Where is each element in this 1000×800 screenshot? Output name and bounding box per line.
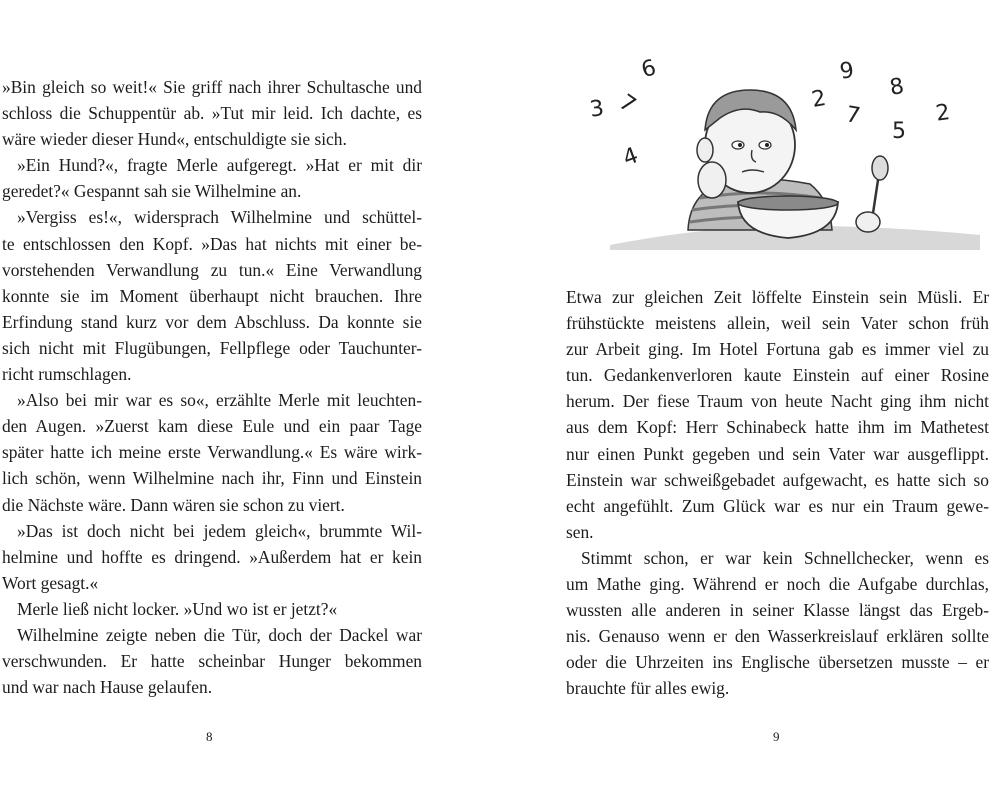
text-line: »Also bei mir war es so«, erzählte Merle mit leuchten- <box>17 390 422 411</box>
einstein-illustration <box>580 50 980 250</box>
text-line: »Vergiss es!«, widersprach Wilhelmine und schüttel- <box>17 207 422 228</box>
floating-digit: 7 <box>844 102 863 130</box>
text-line: sich nicht mit Flugübungen, Fellpflege oder Tauchunter- <box>2 337 422 358</box>
text-line: echt angefühlt. Zum Glück war es nur ein Traum gewe- <box>566 495 989 516</box>
text-line: vorstehenden Verwandlung zu tun.« Eine Verwandlung <box>2 259 422 280</box>
text-line: »Ein Hund?«, fragte Merle aufgeregt. »Hat er mit dir <box>17 155 422 176</box>
text-line: oder die Uhrzeiten ins Englische übersetzen musste – er <box>566 652 989 673</box>
text-line: herum. Der fiese Traum von heute Nacht ging ihm nicht <box>566 391 989 412</box>
text-line: te entschlossen den Kopf. »Das hat nichts mit einer be- <box>2 233 422 254</box>
text-line: frühstückte meistens allein, weil sein Vater schon früh <box>566 313 989 334</box>
text-line: Einstein war schweißgebadet aufgewacht, es hatte sich so <box>566 469 989 490</box>
floating-digit: 2 <box>809 85 828 113</box>
page-number: 8 <box>206 729 213 744</box>
text-line: den Augen. »Zuerst kam diese Eule und ein paar Tage <box>2 416 422 437</box>
floating-digit: 9 <box>838 58 856 85</box>
floating-digit: 7 <box>614 89 641 119</box>
left-page-text <box>2 74 422 700</box>
text-line: »Bin gleich so weit!« Sie griff nach ihrer Schultasche und <box>2 77 422 97</box>
text-line: und war nach Hause gelaufen. <box>2 677 213 698</box>
floating-digit: 5 <box>892 119 906 144</box>
text-line: Wort gesagt.« <box>2 572 99 593</box>
text-line: schloss die Schuppentür ab. »Tut mir leid. Ich dachte, es <box>2 103 422 124</box>
right-page <box>500 0 1000 800</box>
text-line: Merle ließ nicht locker. »Und wo ist er jetzt?« <box>17 598 338 619</box>
text-line: tun. Gedankenverloren kaute Einstein auf einer Rosine <box>566 365 989 386</box>
floating-digit: 6 <box>638 55 659 84</box>
floating-digit: 2 <box>934 100 952 127</box>
text-line: Erfindung stand kurz vor dem Abschluss. Da konnte sie <box>2 311 422 332</box>
text-line: konnte sie im Moment überhaupt nicht brauchen. Ihre <box>2 285 422 306</box>
text-line: wäre wieder dieser Hund«, entschuldigte sie sich. <box>2 129 347 150</box>
text-line: »Das ist doch nicht bei jedem gleich«, brummte Wil- <box>17 520 422 541</box>
text-line: die Nächste wäre. Dann wären sie schon zu viert. <box>2 494 345 515</box>
page-number: 9 <box>773 729 780 744</box>
text-line: Stimmt schon, er war kein Schnellchecker, wenn es <box>581 547 989 568</box>
text-line: wussten alle anderen in seiner Klasse längst das Ergeb- <box>566 600 989 621</box>
text-line: nur einen Punkt gegeben und sein Vater war ausgeflippt. <box>566 443 989 464</box>
text-line: sen. <box>566 521 594 542</box>
text-line: aus dem Kopf: Herr Schinabeck hatte ihm im Mathetest <box>566 417 989 438</box>
right-page-text <box>566 284 989 702</box>
text-line: verschwunden. Er hatte scheinbar Hunger bekommen <box>2 651 422 672</box>
floating-digit: 3 <box>588 96 606 123</box>
spoon <box>872 156 888 180</box>
text-line: Etwa zur gleichen Zeit löffelte Einstein sein Müsli. Er <box>566 287 989 307</box>
text-line: um Mathe ging. Während er noch die Aufgabe durchlas, <box>566 574 989 595</box>
floating-digit: 4 <box>619 143 642 172</box>
text-line: brauchte für alles ewig. <box>566 678 730 699</box>
text-line: helmine und hoffte es dringend. »Außerdem hat er kein <box>2 546 422 567</box>
text-line: geredet?« Gespannt sah sie Wilhelmine an. <box>2 181 302 202</box>
text-line: nis. Genauso wenn er den Wasserkreislauf erklären sollte <box>566 626 989 647</box>
text-line: Wilhelmine zeigte neben die Tür, doch der Dackel war <box>17 624 422 645</box>
text-line: zur Arbeit ging. Im Hotel Fortuna gab es immer viel zu <box>566 339 989 360</box>
text-line: lich schön, wenn Wilhelmine nach ihr, Finn und Einstein <box>2 468 422 489</box>
floating-digit: 8 <box>887 73 906 101</box>
text-line: später hatte ich meine erste Verwandlung.« Es wäre wirk- <box>2 442 422 463</box>
text-line: richt rumschlagen. <box>2 364 132 385</box>
